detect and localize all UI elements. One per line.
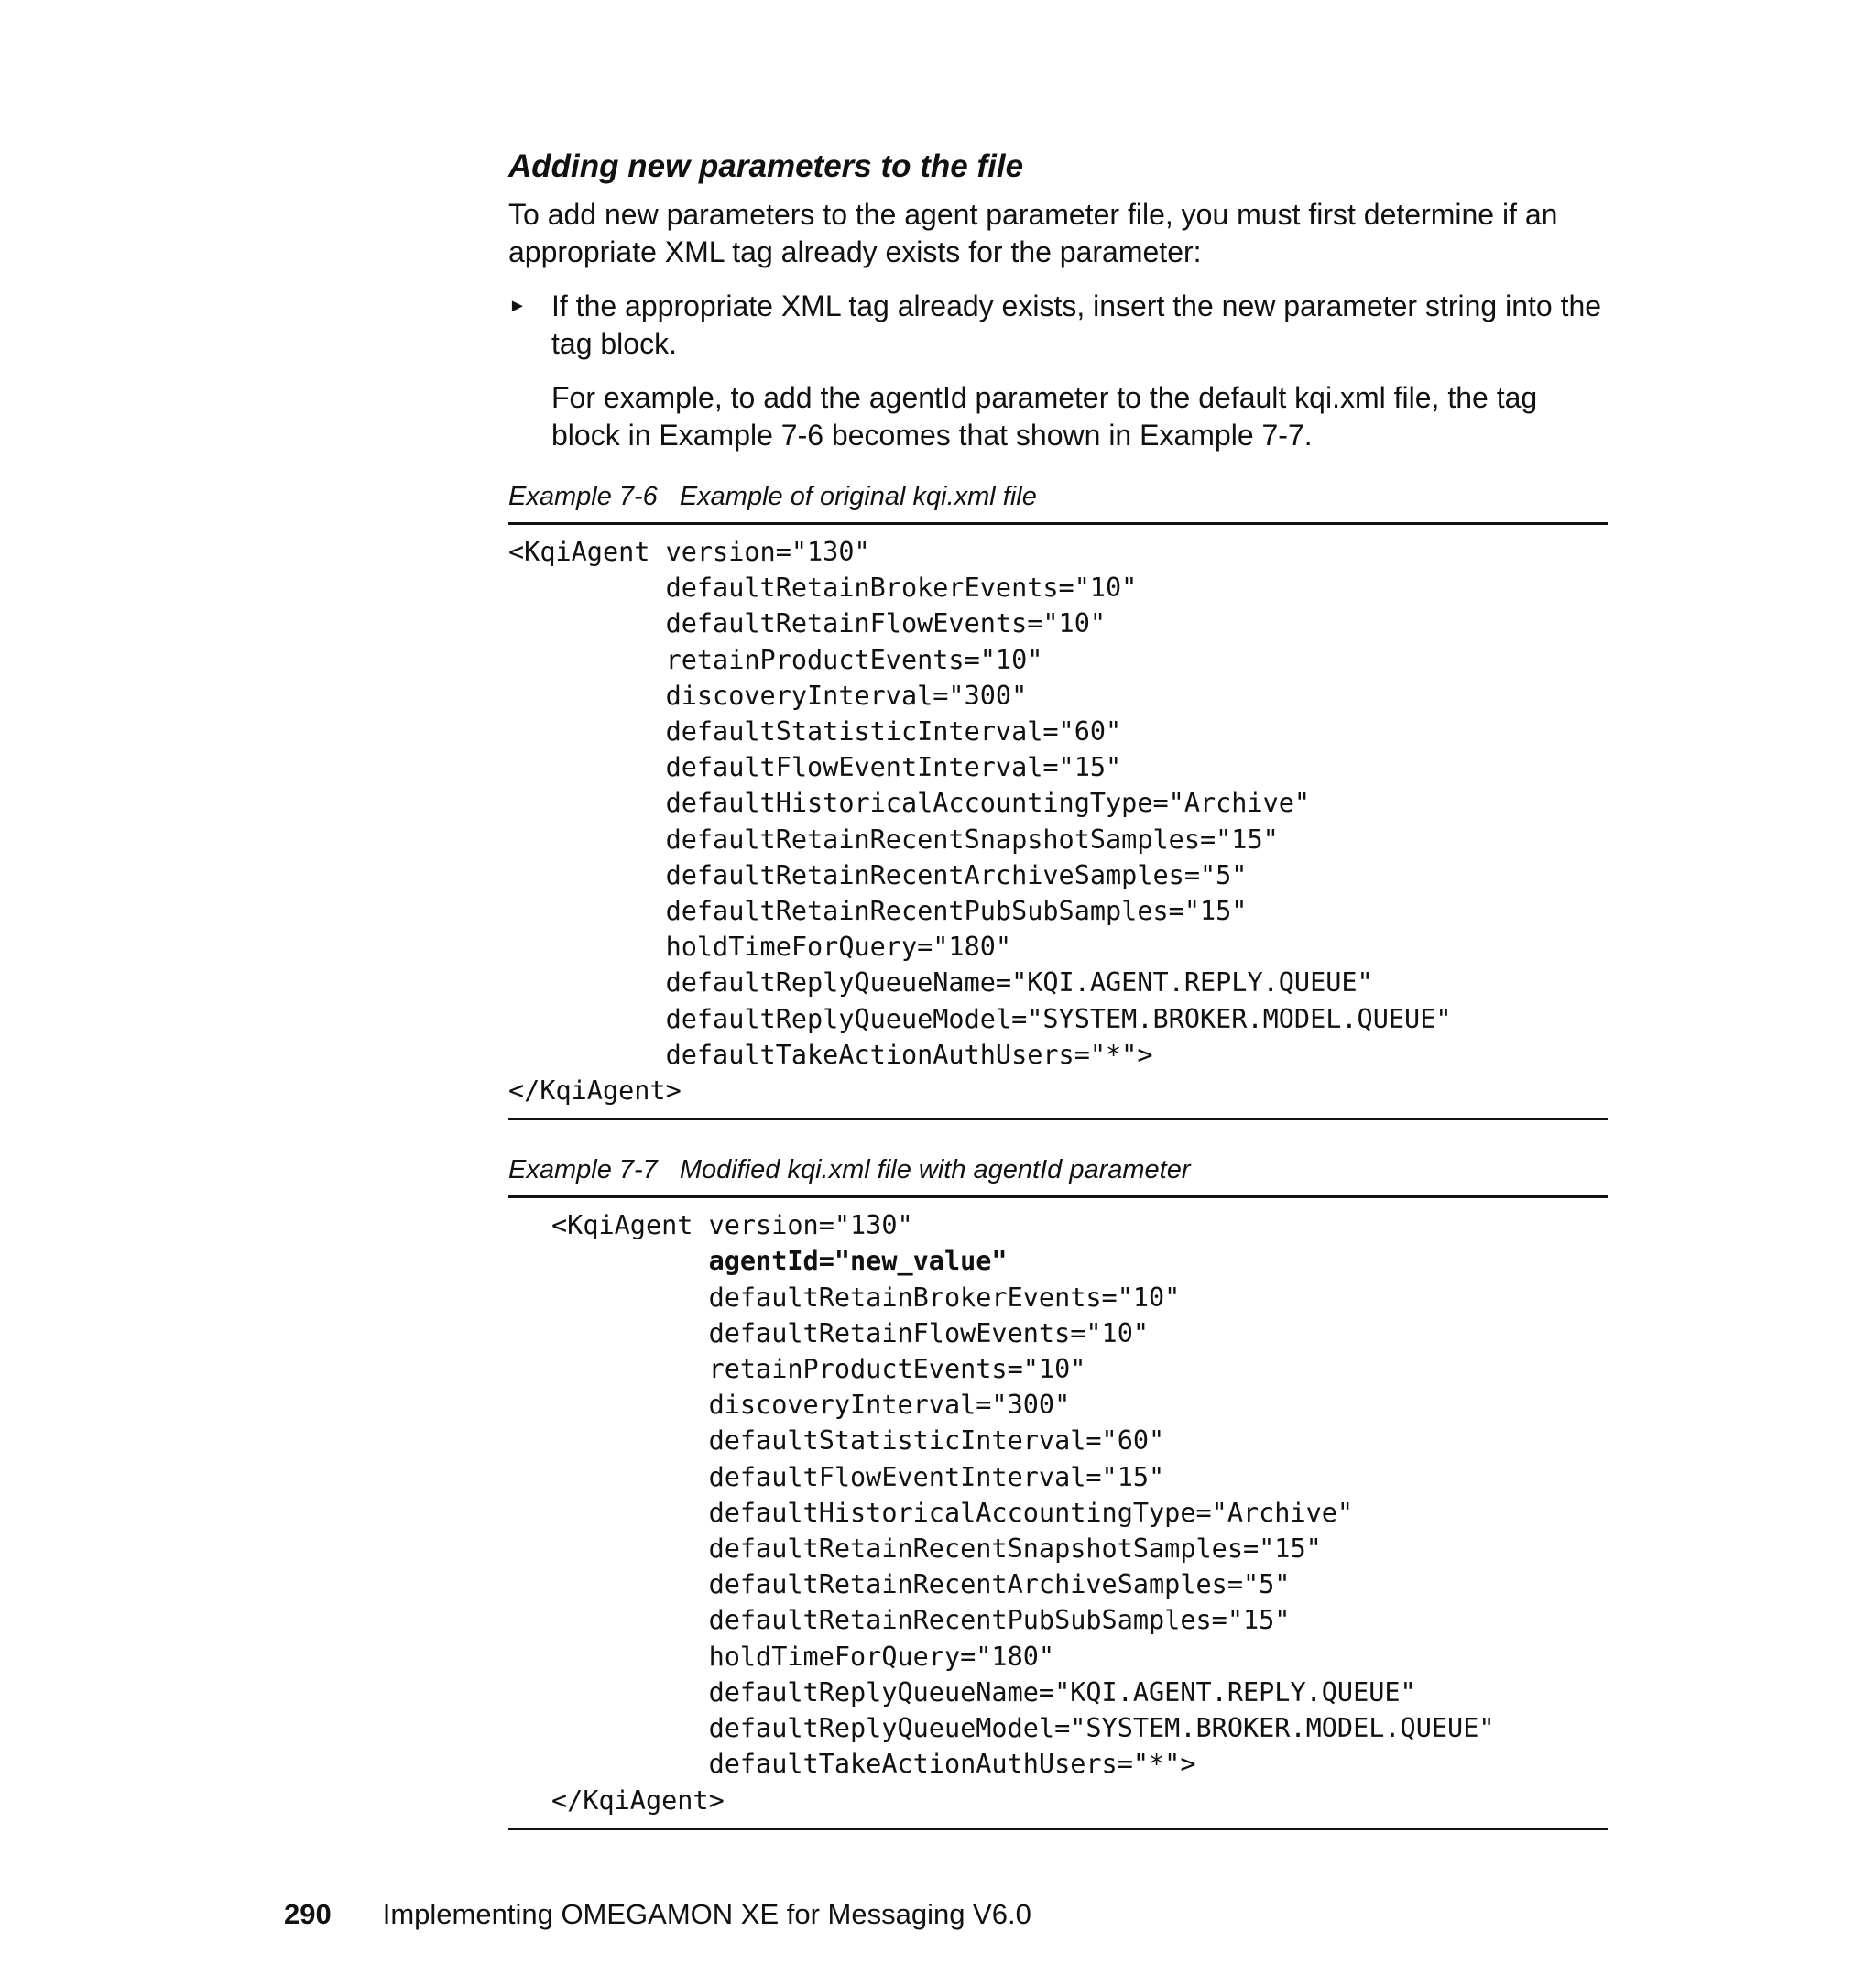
- bullet-item: [508, 288, 1608, 363]
- bullet-text: If the appropriate XML tag already exists, insert the new parameter string into the tag block.: [551, 289, 1602, 360]
- example-caption-text: Example of original kqi.xml file: [679, 482, 1037, 511]
- code-line: defaultRetainBrokerEvents="10": [551, 1282, 1181, 1313]
- example-number: Example 7-6: [508, 482, 658, 511]
- code-line: defaultStatisticInterval="60": [508, 716, 1122, 747]
- page-footer: [284, 1896, 1031, 1933]
- code-line: defaultRetainFlowEvents="10": [551, 1317, 1150, 1348]
- example-caption: [508, 478, 1608, 525]
- code-line: <KqiAgent version="130": [508, 537, 870, 567]
- code-line: defaultHistoricalAccountingType="Archive": [551, 1497, 1354, 1528]
- code-line: defaultTakeActionAuthUsers="*">: [551, 1749, 1196, 1780]
- code-line: <KqiAgent version="130": [551, 1210, 913, 1241]
- code-line: defaultReplyQueueModel="SYSTEM.BROKER.MODEL.QUEUE": [551, 1713, 1495, 1744]
- example-caption: [508, 1151, 1608, 1198]
- code-line: </KqiAgent>: [508, 1075, 682, 1107]
- code-line: agentId="new_value": [551, 1246, 1008, 1277]
- book-title: Implementing OMEGAMON XE for Messaging V6.0: [382, 1898, 1031, 1930]
- example-7-7: [508, 1151, 1608, 1829]
- code-line: defaultReplyQueueName="KQI.AGENT.REPLY.QUEUE": [508, 967, 1373, 998]
- example-caption-text: Modified kqi.xml file with agentId parameter: [679, 1155, 1191, 1185]
- code-line: </KqiAgent>: [551, 1784, 725, 1816]
- section-title: Adding new parameters to the file: [508, 148, 1024, 184]
- code-line: defaultRetainFlowEvents="10": [508, 608, 1107, 639]
- code-line: defaultStatisticInterval="60": [551, 1425, 1165, 1457]
- example-paragraph: For example, to add the agentId parameter to the default kqi.xml file, the tag block in Example 7-6 becomes that shown in Example 7-7.: [551, 381, 1538, 452]
- code-block: [508, 1198, 1608, 1829]
- code-line: defaultRetainBrokerEvents="10": [508, 573, 1138, 604]
- intro-paragraph: To add new parameters to the agent parameter file, you must first determine if an appropriate XML tag already exists for the parameter:: [508, 198, 1558, 268]
- code-line: defaultRetainRecentSnapshotSamples="15": [551, 1533, 1322, 1565]
- code-line: holdTimeForQuery="180": [508, 932, 1012, 963]
- triangle-bullet-icon: ►: [508, 296, 527, 316]
- example-7-6: [508, 478, 1608, 1120]
- code-line: retainProductEvents="10": [551, 1354, 1086, 1385]
- code-line: defaultRetainRecentPubSubSamples="15": [508, 896, 1248, 927]
- code-line: defaultRetainRecentArchiveSamples="5": [551, 1569, 1291, 1600]
- code-line: discoveryInterval="300": [551, 1390, 1071, 1421]
- code-line: holdTimeForQuery="180": [551, 1641, 1055, 1672]
- code-block: [508, 525, 1608, 1120]
- code-line: defaultReplyQueueModel="SYSTEM.BROKER.MODEL.QUEUE": [508, 1003, 1452, 1034]
- code-line: defaultRetainRecentArchiveSamples="5": [508, 859, 1248, 890]
- page-number: 290: [284, 1898, 332, 1930]
- code-line: defaultTakeActionAuthUsers="*">: [508, 1039, 1153, 1070]
- code-line: defaultHistoricalAccountingType="Archive": [508, 788, 1311, 819]
- code-line: defaultFlowEventInterval="15": [508, 752, 1122, 783]
- code-line: retainProductEvents="10": [508, 644, 1043, 675]
- code-line: defaultFlowEventInterval="15": [551, 1461, 1165, 1492]
- code-line: defaultRetainRecentSnapshotSamples="15": [508, 824, 1279, 855]
- code-line: defaultRetainRecentPubSubSamples="15": [551, 1605, 1291, 1636]
- code-line: defaultReplyQueueName="KQI.AGENT.REPLY.QUEUE": [551, 1676, 1416, 1708]
- example-number: Example 7-7: [508, 1155, 658, 1185]
- page-content: [508, 145, 1608, 1830]
- code-line: discoveryInterval="300": [508, 680, 1028, 711]
